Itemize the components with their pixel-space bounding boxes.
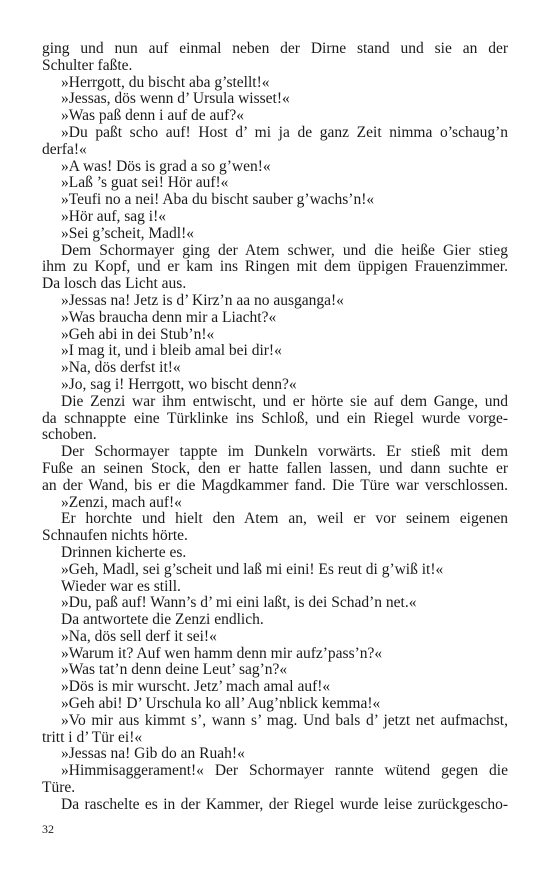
text-line: Der Schormayer tappte im Dunkeln vorwärts. Er stieß mit dem [61,443,508,461]
text-line: »Hör auf, sag i!« [61,207,167,225]
text-line: »Jessas, dös wenn d’ Ursula wisset!« [61,90,290,108]
page-number: 32 [42,822,54,836]
text-line: da schnappte eine Türklinke ins Schloß, und ein Riegel wurde vorge- [42,409,508,427]
text-line: Schnaufen nichts hörte. [42,527,188,545]
text-line: »Na, dös derfst it!« [61,359,181,377]
text-line: »Teufi no a nei! Aba du bischt sauber g’wachs’n!« [61,191,375,209]
text-line: Dem Schormayer ging der Atem schwer, und die heiße Gier stieg [61,241,508,259]
text-line: »Dös is mir wurscht. Jetz’ mach amal auf!« [61,678,331,696]
text-line: »Sei g’scheit, Madl!« [61,224,195,242]
text-line: »I mag it, und i bleib amal bei dir!« [61,342,282,360]
text-line: tritt i d’ Tür ei!« [42,728,143,746]
text-line: »Jessas na! Jetz is d’ Kirz’n aa no ausganga!« [61,291,344,309]
text-line: Drinnen kicherte es. [61,543,187,561]
text-line: »Geh abi in dei Stub’n!« [61,325,215,343]
text-line: »A was! Dös is grad a so g’wen!« [61,157,271,175]
text-line: Fuße an seinen Stock, den er hatte fallen lassen, und dann suchte er [42,459,508,477]
text-line: an der Wand, bis er die Magdkammer fand. Die Türe war verschlossen. [42,476,508,494]
text-line: »Zenzi, mach auf!« [61,493,182,511]
text-line: »Du paßt scho auf! Host d’ mi ja de ganz Zeit nimma o’schaug’n [61,123,508,141]
text-line: Er horchte und hielt den Atem an, weil er vor seinem eigenen [61,510,508,528]
text-line: »Himmisaggerament!« Der Schormayer rannte wütend gegen die [61,762,508,780]
text-line: ging und nun auf einmal neben der Dirne stand und sie an der [42,40,508,57]
text-line: Die Zenzi war ihm entwischt, und er hörte sie auf dem Gange, und [61,392,508,410]
text-line: Wieder war es still. [61,577,181,595]
text-line: »Du, paß auf! Wann’s d’ mi eini laßt, is dei Schad’n net.« [61,594,417,612]
text-line: schoben. [42,426,97,444]
text-line: ihm zu Kopf, und er kam ins Ringen mit dem üppigen Frauenzimmer. [42,258,508,276]
text-line: »Warum it? Auf wen hamm denn mir aufz’pass’n?« [61,644,383,662]
text-line: Da antwortete die Zenzi endlich. [61,611,264,629]
text-line: Schulter faßte. [42,56,133,74]
text-line: »Na, dös sell derf it sei!« [61,627,217,645]
text-line: »Geh abi! D’ Urschula ko all’ Aug’nblick kemma!« [61,695,381,713]
text-line: Da raschelte es in der Kammer, der Riegel wurde leise zurückgescho- [61,795,508,813]
text-line: »Vo mir aus kimmt s’, wann s’ mag. Und bals d’ jetzt net aufmachst, [61,711,508,729]
text-line: »Was paß denn i auf de auf?« [61,107,244,125]
text-line: »Jessas na! Gib do an Ruah!« [61,745,245,763]
text-line: derfa!« [42,140,87,158]
text-line: »Was tat’n denn deine Leut’ sag’n?« [61,661,288,679]
text-line: »Was braucha denn mir a Liacht?« [61,308,277,326]
text-line: »Laß ’s guat sei! Hör auf!« [61,174,229,192]
text-line: »Geh, Madl, sei g’scheit und laß mi eini! Es reut di g’wiß it!« [61,560,444,578]
text-line: Türe. [42,779,76,797]
page-body [42,41,508,814]
text-line: »Herrgott, du bischt aba g’stellt!« [61,73,270,91]
text-line: »Jo, sag i! Herrgott, wo bischt denn?« [61,375,297,393]
text-line: Da losch das Licht aus. [42,275,187,293]
